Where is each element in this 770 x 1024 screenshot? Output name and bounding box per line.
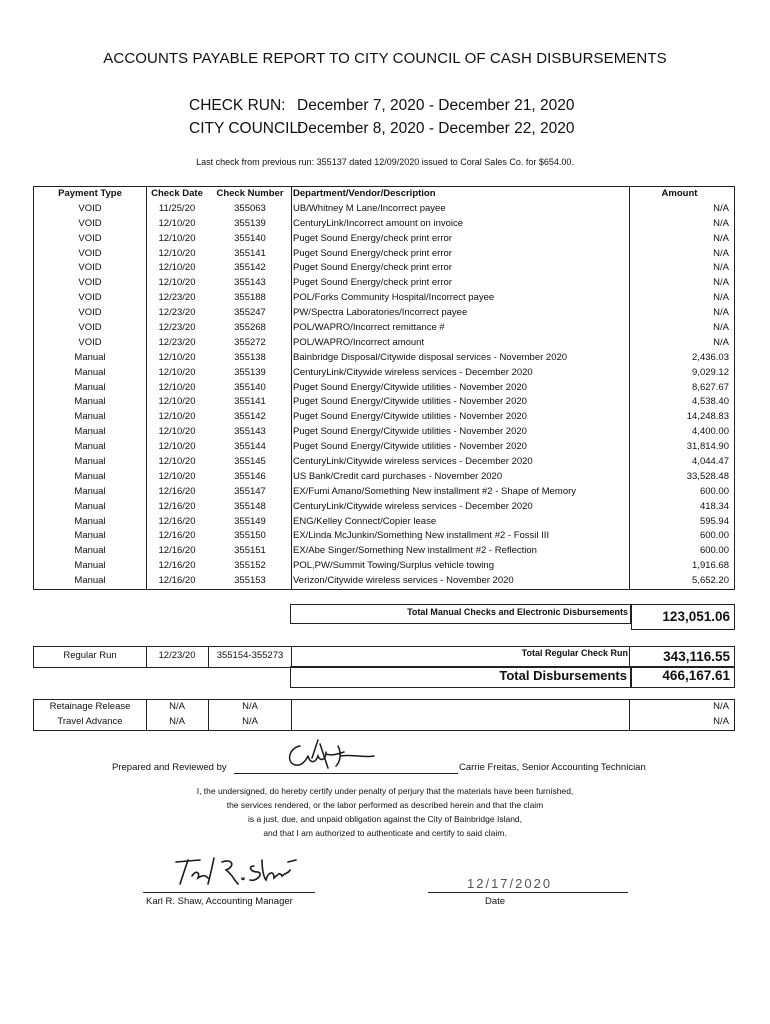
preparer-name: Carrie Freitas, Senior Accounting Technician (459, 762, 646, 773)
cell-payment-type: Manual (74, 396, 106, 408)
cell-payment-type: VOID (78, 232, 102, 244)
cell-amount: 8,627.67 (692, 381, 729, 393)
cell-check-date: 12/10/20 (158, 366, 196, 378)
cell-payment-type: Manual (74, 456, 106, 468)
cell-description: POL/Forks Community Hospital/Incorrect payee (293, 292, 495, 304)
cell-amount: 5,652.20 (692, 575, 729, 587)
cert-line-1: I, the undersigned, do hereby certify under penalty of perjury that the materials have been furnished, (196, 786, 574, 796)
cert-line-4: and that I am authorized to authenticate and certify to said claim. (263, 828, 507, 838)
cell-check-date: 12/16/20 (158, 500, 196, 512)
total-disb-label: Total Disbursements (499, 668, 627, 683)
cell-check-number: 355272 (234, 336, 266, 348)
table-header (34, 187, 734, 202)
check-run-label: CHECK RUN: (189, 97, 286, 114)
cell-check-date: 12/10/20 (158, 232, 196, 244)
table-row (34, 515, 734, 530)
manual-total-label: Total Manual Checks and Electronic Disbursements (407, 607, 628, 617)
cell-check-date: 12/10/20 (158, 396, 196, 408)
cell-payment-type: VOID (78, 307, 102, 319)
cell-description: Verizon/Citywide wireless services - November 2020 (293, 575, 514, 587)
regular-run-type: Regular Run (63, 650, 117, 661)
table-row (34, 440, 734, 455)
cell-check-number: 355143 (234, 277, 266, 289)
table-row (34, 232, 734, 247)
cell-description: Puget Sound Energy/Citywide utilities - November 2020 (293, 426, 527, 438)
cell-check-date: 12/10/20 (158, 277, 196, 289)
table-row (34, 425, 734, 440)
cell-description: Puget Sound Energy/Citywide utilities - November 2020 (293, 441, 527, 453)
table-row (34, 291, 734, 306)
cell-description: UB/Whitney M Lane/Incorrect payee (293, 202, 446, 214)
regular-run-label: Total Regular Check Run (521, 648, 628, 658)
cell-check-number: 355139 (234, 217, 266, 229)
cell-description: Puget Sound Energy/Citywide utilities - November 2020 (293, 381, 527, 393)
cell-description: US Bank/Credit card purchases - November 2020 (293, 470, 503, 482)
cell-check-date: 12/23/20 (158, 307, 196, 319)
cell-check-number: 355149 (234, 515, 266, 527)
cell-payment-type: Manual (74, 575, 106, 587)
misc-table (33, 699, 735, 731)
table-row (34, 395, 734, 410)
cell-check-date: 12/16/20 (158, 560, 196, 572)
regular-run-range: 355154-355273 (216, 650, 284, 661)
cell-amount: 33,528.48 (686, 470, 729, 482)
cell-payment-type: VOID (78, 336, 102, 348)
cell-payment-type: Manual (74, 441, 106, 453)
cell-payment-type: Manual (74, 560, 106, 572)
cell-check-number: 355143 (234, 426, 266, 438)
cell-payment-type: Manual (74, 530, 106, 542)
cell-description: Puget Sound Energy/check print error (293, 232, 452, 244)
manual-total-value-box (631, 604, 735, 630)
regular-run-date: 12/23/20 (158, 650, 196, 661)
cell-description: ENG/Kelley Connect/Copier lease (293, 515, 437, 527)
council-label: CITY COUNCIL: (189, 120, 303, 137)
table-row (34, 544, 734, 559)
table-row (34, 306, 734, 321)
cell-description (292, 715, 628, 730)
misc-row (34, 715, 734, 730)
table-row (34, 529, 734, 544)
cell-check-date: 12/23/20 (158, 292, 196, 304)
cell-check-date: 12/10/20 (158, 441, 196, 453)
cell-payment-type: Manual (74, 485, 106, 497)
cell-description: CenturyLink/Citywide wireless services - December 2020 (293, 456, 533, 468)
cell-payment-type: Manual (74, 381, 106, 393)
cell-check-number: 355153 (234, 575, 266, 587)
table-row (34, 276, 734, 291)
table-row (34, 559, 734, 574)
cell-check-date: N/A (169, 715, 185, 727)
table-row (34, 485, 734, 500)
cell-check-date: 11/25/20 (158, 202, 196, 214)
table-row (34, 247, 734, 262)
cell-payment-type: Manual (74, 500, 106, 512)
report-title: ACCOUNTS PAYABLE REPORT TO CITY COUNCIL OF CASH DISBURSEMENTS (103, 50, 667, 67)
cell-check-number: 355139 (234, 366, 266, 378)
table-row (34, 351, 734, 366)
cell-payment-type: Manual (74, 351, 106, 363)
cell-payment-type: Manual (74, 545, 106, 557)
cell-check-date: 12/10/20 (158, 456, 196, 468)
col-description: Department/Vendor/Description (293, 188, 436, 199)
cell-amount: N/A (713, 262, 729, 274)
cell-payment-type: Manual (74, 366, 106, 378)
cell-check-number: 355146 (234, 470, 266, 482)
table-row (34, 321, 734, 336)
cell-description: EX/Abe Singer/Something New installment #2 - Reflection (293, 545, 537, 557)
col-check-number: Check Number (216, 188, 284, 199)
cell-description: Bainbridge Disposal/Citywide disposal services - November 2020 (293, 351, 568, 363)
table-row (34, 455, 734, 470)
council-dates: December 8, 2020 - December 22, 2020 (297, 120, 575, 137)
cell-amount: 418.34 (699, 500, 729, 512)
misc-row (34, 700, 734, 715)
cell-description: POL,PW/Summit Towing/Surplus vehicle towing (293, 560, 494, 572)
cell-amount: 2,436.03 (692, 351, 729, 363)
cell-description: Puget Sound Energy/Citywide utilities - November 2020 (293, 411, 527, 423)
cell-amount: 600.00 (699, 530, 729, 542)
cell-amount: 1,916.68 (692, 560, 729, 572)
cell-check-date: 12/10/20 (158, 217, 196, 229)
cell-description: POL/WAPRO/Incorrect remittance # (293, 322, 445, 334)
cell-amount: 4,538.40 (692, 396, 729, 408)
cell-check-number: 355140 (234, 381, 266, 393)
cell-check-number: 355152 (234, 560, 266, 572)
cell-amount: 14,248.83 (686, 411, 729, 423)
preparer-signature-icon (282, 738, 378, 774)
cell-check-date: 12/10/20 (158, 351, 196, 363)
cell-check-date: 12/10/20 (158, 247, 196, 259)
cell-check-number: N/A (242, 715, 258, 727)
regular-run-value: 343,116.55 (663, 649, 730, 664)
cell-amount: 4,044.47 (692, 456, 729, 468)
cell-payment-type: Manual (74, 515, 106, 527)
cell-check-number: 355141 (234, 247, 266, 259)
cell-check-date: 12/23/20 (158, 336, 196, 348)
cell-amount: N/A (713, 715, 729, 727)
col-amount: Amount (661, 188, 698, 199)
cell-check-date: 12/16/20 (158, 575, 196, 587)
cell-amount: N/A (713, 322, 729, 334)
cell-check-number: 355063 (234, 202, 266, 214)
cell-description: Puget Sound Energy/check print error (293, 262, 452, 274)
table-row (34, 500, 734, 515)
cell-check-number: 355188 (234, 292, 266, 304)
cell-amount: 595.94 (699, 515, 729, 527)
cell-payment-type: VOID (78, 292, 102, 304)
cell-amount: N/A (713, 701, 729, 712)
cell-payment-type: VOID (78, 262, 102, 274)
manager-signature-icon (170, 854, 300, 890)
cell-amount: N/A (713, 307, 729, 319)
table-row (34, 470, 734, 485)
cell-description (292, 700, 628, 715)
cell-check-number: 355138 (234, 351, 266, 363)
total-disb-label-box (290, 666, 631, 688)
regular-run-row (33, 646, 735, 668)
table-row (34, 336, 734, 351)
cell-check-date: 12/16/20 (158, 485, 196, 497)
cell-check-number: N/A (242, 701, 258, 712)
cell-check-number: 355141 (234, 396, 266, 408)
cell-check-date: 12/10/20 (158, 470, 196, 482)
signed-date: 12/17/2020 (467, 876, 553, 891)
cell-check-number: 355147 (234, 485, 266, 497)
cell-description: EX/Linda McJunkin/Something New installment #2 - Fossil III (293, 530, 550, 542)
table-row (34, 366, 734, 381)
cell-check-date: 12/10/20 (158, 411, 196, 423)
cell-payment-type: Manual (74, 411, 106, 423)
col-check-date: Check Date (151, 188, 203, 199)
cell-description: PW/Spectra Laboratories/Incorrect payee (293, 307, 468, 319)
cell-check-number: 355140 (234, 232, 266, 244)
total-disb-value: 466,167.61 (662, 668, 730, 683)
cell-check-number: 355144 (234, 441, 266, 453)
cell-payment-type: VOID (78, 247, 102, 259)
cell-description: Puget Sound Energy/check print error (293, 277, 452, 289)
total-disb-value-box (631, 666, 735, 688)
cell-payment-type: VOID (78, 217, 102, 229)
table-row (34, 261, 734, 276)
cell-description: CenturyLink/Incorrect amount on invoice (293, 217, 464, 229)
cell-amount: 9,029.12 (692, 366, 729, 378)
cell-check-number: 355151 (234, 545, 266, 557)
table-row (34, 574, 734, 589)
cell-description: CenturyLink/Citywide wireless services - December 2020 (293, 500, 533, 512)
cell-amount: N/A (713, 217, 729, 229)
cell-check-number: 355145 (234, 456, 266, 468)
cell-check-date: 12/16/20 (158, 530, 196, 542)
date-label: Date (485, 896, 506, 907)
cell-amount: N/A (713, 202, 729, 214)
prepared-label: Prepared and Reviewed by (112, 762, 227, 773)
cell-amount: N/A (713, 232, 729, 244)
cell-description: Puget Sound Energy/check print error (293, 247, 452, 259)
cell-check-number: 355142 (234, 262, 266, 274)
manual-total-label-box (290, 604, 631, 624)
cell-check-number: 355142 (234, 411, 266, 423)
table-row (34, 202, 734, 217)
cell-payment-type: Manual (74, 470, 106, 482)
cell-check-date: N/A (169, 701, 185, 712)
cell-amount: N/A (713, 292, 729, 304)
table-row (34, 410, 734, 425)
cell-description: CenturyLink/Citywide wireless services - December 2020 (293, 366, 533, 378)
disbursement-table (33, 186, 735, 590)
cell-check-date: 12/10/20 (158, 381, 196, 393)
cell-check-date: 12/23/20 (158, 322, 196, 334)
cell-description: Puget Sound Energy/Citywide utilities - November 2020 (293, 396, 527, 408)
cell-amount: 600.00 (699, 485, 729, 497)
cell-description: EX/Fumi Amano/Something New installment #2 - Shape of Memory (293, 485, 577, 497)
table-row (34, 381, 734, 396)
cell-amount: N/A (713, 277, 729, 289)
manager-name: Karl R. Shaw, Accounting Manager (146, 896, 293, 907)
check-run-dates: December 7, 2020 - December 21, 2020 (297, 97, 575, 114)
cert-line-3: is a just, due, and unpaid obligation against the City of Bainbridge Island, (247, 814, 523, 824)
cell-amount: 4,400.00 (692, 426, 729, 438)
cell-check-number: 355148 (234, 500, 266, 512)
cell-payment-type: VOID (78, 277, 102, 289)
cell-check-date: 12/16/20 (158, 545, 196, 557)
cell-amount: N/A (713, 336, 729, 348)
cell-payment-type: VOID (78, 202, 102, 214)
cell-amount: N/A (713, 247, 729, 259)
cell-payment-type: Travel Advance (57, 715, 123, 727)
col-payment-type: Payment Type (58, 188, 122, 199)
cell-payment-type: VOID (78, 322, 102, 334)
cell-check-number: 355150 (234, 530, 266, 542)
cell-check-date: 12/16/20 (158, 515, 196, 527)
cell-check-date: 12/10/20 (158, 426, 196, 438)
cell-description: POL/WAPRO/Incorrect amount (293, 336, 425, 348)
cell-check-number: 355247 (234, 307, 266, 319)
cert-line-2: the services rendered, or the labor performed as described herein and that the claim (226, 800, 544, 810)
cell-check-date: 12/10/20 (158, 262, 196, 274)
cell-payment-type: Manual (74, 426, 106, 438)
cell-amount: 600.00 (699, 545, 729, 557)
last-check-note: Last check from previous run: 355137 dated 12/09/2020 issued to Coral Sales Co. for $654.00. (196, 157, 574, 167)
cell-payment-type: Retainage Release (49, 701, 131, 712)
cell-amount: 31,814.90 (686, 441, 729, 453)
table-row (34, 217, 734, 232)
manual-total-value: 123,051.06 (662, 609, 730, 624)
cell-check-number: 355268 (234, 322, 266, 334)
